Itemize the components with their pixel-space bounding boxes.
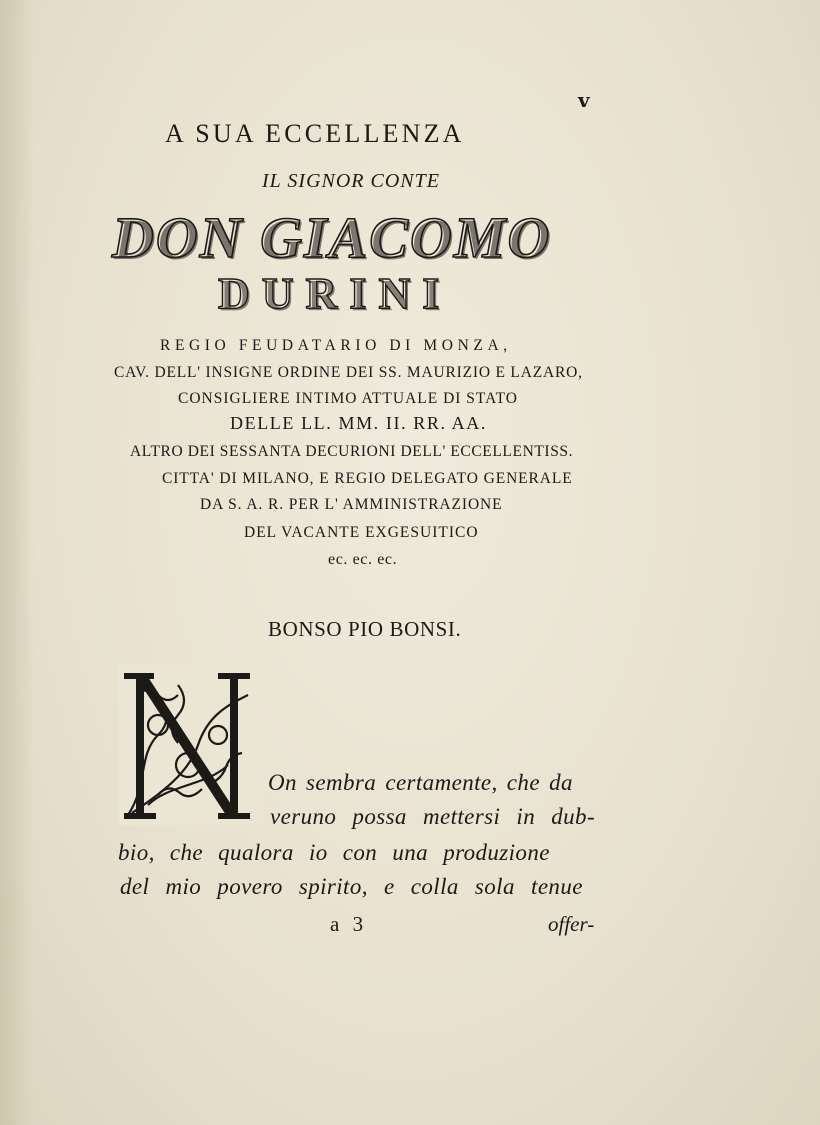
catchword: offer- [548, 912, 595, 936]
title-line: DELLE LL. MM. II. RR. AA. [230, 413, 487, 433]
title-line: DA S. A. R. PER L' AMMINISTRAZIONE [200, 496, 503, 513]
title-line: REGIO FEUDATARIO DI MONZA, [160, 337, 512, 354]
title-line: DEL VACANTE EXGESUITICO [244, 524, 479, 541]
title-line: CITTA' DI MILANO, E REGIO DELEGATO GENERALE [162, 470, 573, 487]
body-text-line: bio, che qualora io con una produzione [118, 840, 550, 865]
title-line: CONSIGLIERE INTIMO ATTUALE DI STATO [178, 390, 519, 407]
title-line: CAV. DELL' INSIGNE ORDINE DEI SS. MAURIZIO E LAZARO, [114, 364, 583, 381]
honorific-title: IL SIGNOR CONTE [262, 170, 440, 192]
dedication-line: A SUA ECCELLENZA [165, 119, 465, 148]
page-gutter-shadow [0, 0, 34, 1125]
decorated-initial [118, 665, 264, 825]
dedicatee-name-surname: DURINI [218, 269, 452, 318]
body-text-line: del mio povero spirito, e colla sola tenue [120, 874, 583, 899]
dedicatee-name-first: DON GIACOMO [112, 205, 552, 270]
ornamental-initial-icon [118, 665, 264, 825]
signature-mark: a 3 [330, 912, 368, 936]
title-line-etcetera: ec. ec. ec. [328, 551, 398, 568]
body-text-line: On sembra certamente, che da [268, 770, 573, 795]
body-text-line: veruno possa mettersi in dub- [270, 804, 596, 829]
author-name: BONSO PIO BONSI. [268, 617, 462, 641]
page-number: v [578, 88, 590, 112]
title-line: ALTRO DEI SESSANTA DECURIONI DELL' ECCELLENTISS. [130, 443, 574, 460]
